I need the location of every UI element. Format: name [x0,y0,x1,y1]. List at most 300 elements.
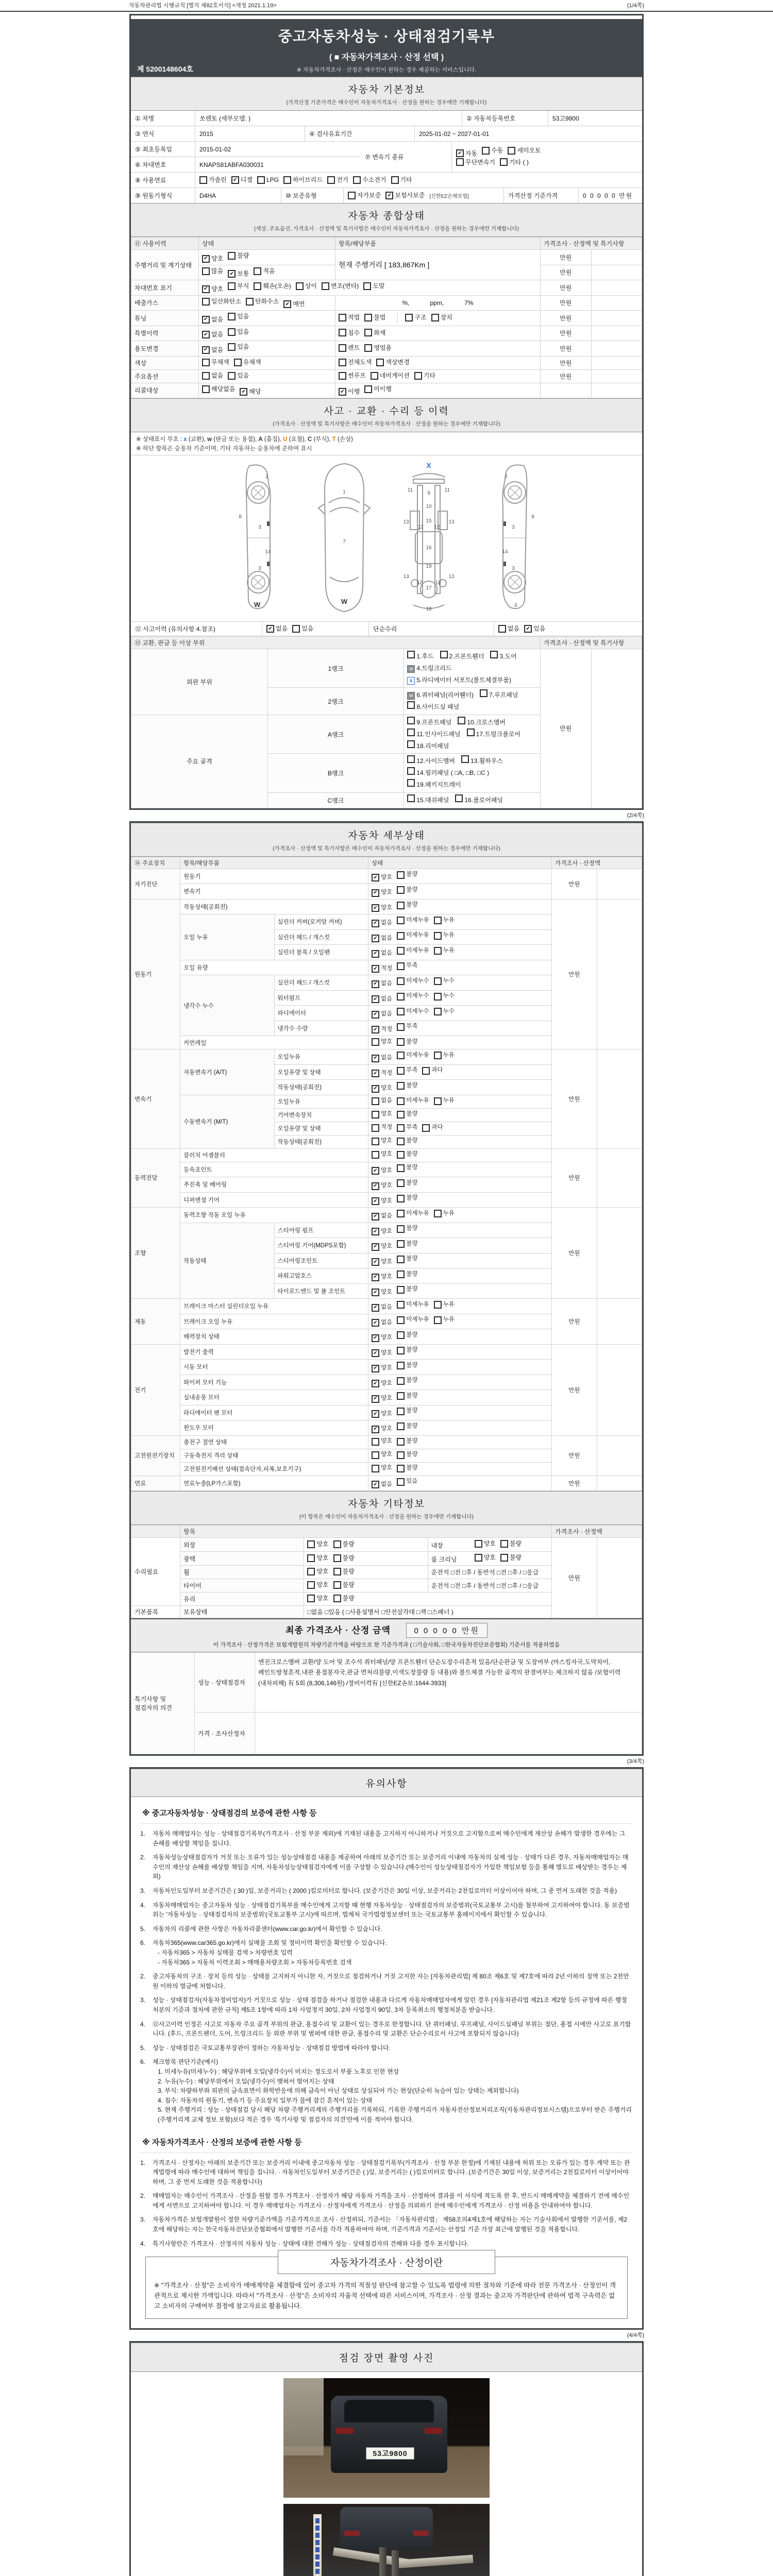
definition-box-text: ※ "가격조사 · 산정"은 소비자가 매매계약을 체결함에 있어 중고차 가격의 적절성 판단에 참고할 수 있도록 법령에 의한 절차와 기준에 따라 전문 가격조사 · 산정인이 객관적으로 제시한 가액입니다. 따라서 "가격조사 · 산정"은 소비자의 자율적 선택에 따른 서비스이며, 가격조사 · 산정 결과는 중고차 가격판단에 관하여 법적 구속력은 없고 소비자의 구매여부 결정에 참고자료로 활용됩니다. [154,2282,616,2310]
field-label: ⑥ 차대번호 [131,157,195,172]
item-label: 연료누출(LP가스포함) [180,1476,368,1491]
checkbox-option[interactable] [339,329,360,336]
checkbox-option[interactable] [246,298,279,306]
checkbox-label: 양호 [381,1349,393,1356]
status-code-legend: ※ 상태표시 부호 : x (교환), w (판금 또는 용접), A (흠집), U (요철), C (부식), T (손상) [136,436,353,443]
diagram-label: 11 [444,487,450,493]
checkbox-option[interactable] [397,1301,429,1309]
opinion-who: 가격 · 조사산정자 [195,1713,255,1754]
notice-subline: 5. 현재 주행거리 : 성능 · 상태점검 당시 해당 차량 주행거리계의 주행거리를 기록하되, 기록한 주행거리가 자동차전산정보처리조직(자동차관리정보시스템)으로부터 받은 주행거리(주행거리계 교체 정보 포함)보다 적은 경우 '특기사항 및 점검자의 의견'란에 이를 적어야 합니다. [158,2106,632,2123]
car-rear-image [331,2396,447,2473]
checkbox-icon [405,314,413,321]
checkbox-option[interactable] [372,1395,392,1403]
checkbox-option[interactable] [364,329,385,336]
checkbox-option[interactable] [434,1052,455,1059]
checkbox-icon: ✔ [372,1319,379,1327]
panel-rank: A랭크 [267,715,404,753]
checkbox-icon[interactable] [490,651,498,658]
checkbox-option[interactable] [397,932,429,940]
checkbox-option[interactable] [266,625,288,633]
diagram-label: 1 [343,489,346,495]
checkbox-label: 불량 [406,1408,418,1414]
checkbox-icon[interactable] [407,651,415,658]
checkbox-option[interactable] [434,947,455,955]
checkbox-icon [397,1097,405,1105]
checkbox-icon[interactable] [407,717,415,724]
checkbox-icon[interactable] [440,651,448,658]
checkbox-option[interactable] [307,1581,328,1589]
checkbox-label: LPG [266,176,279,184]
device-group-label: 조향 [131,1208,180,1299]
checkbox-icon[interactable] [480,689,488,697]
checkbox-option[interactable] [397,902,417,909]
checkbox-icon [397,932,405,940]
checkbox-option[interactable] [397,1052,429,1059]
field-label: ⑨ 원동기형식 [131,188,195,203]
checkbox-option[interactable] [202,316,223,324]
checkbox-label: 불량 [342,1554,355,1562]
status-checks [368,975,552,991]
checkbox-label: 있음 [301,625,314,633]
checkbox-option[interactable] [202,359,229,366]
checkbox-label: 불량 [237,252,249,260]
checkbox-option[interactable] [339,359,372,366]
checkbox-option[interactable] [364,344,392,352]
checkbox-option[interactable] [498,625,519,633]
checkbox-icon [234,359,242,366]
checkbox-option[interactable] [307,1568,328,1575]
checkbox-option[interactable] [372,1026,392,1033]
checkbox-icon: ✔ [372,965,379,973]
checkbox-option[interactable] [371,372,410,380]
checkbox-icon[interactable] [455,794,463,802]
checkbox-option[interactable] [307,1595,328,1602]
checkbox-option[interactable] [199,176,227,184]
checkbox-option[interactable] [339,344,360,352]
checkbox-option[interactable] [434,932,455,940]
checkbox-option[interactable] [339,372,366,380]
checkbox-option[interactable] [372,935,392,942]
checkbox-label: 누유 [443,1210,455,1216]
checkbox-option[interactable] [372,1334,392,1342]
checkbox-option[interactable] [508,147,541,155]
checkbox-icon[interactable] [407,740,415,748]
checkbox-option[interactable] [372,920,392,927]
checkbox-option[interactable] [228,313,249,320]
checkbox-label: 있음 [237,328,249,335]
checkbox-option[interactable] [397,1478,417,1486]
page-marker-1: (1/4쪽) [627,3,644,9]
legend-item: A (흠집) [258,436,280,443]
checkbox-label: 불량 [406,1256,418,1262]
checkbox-icon: ✔ [524,625,532,633]
checkbox-option[interactable] [202,285,223,293]
checkbox-option[interactable] [364,385,392,393]
diagram-label: 3 [258,524,261,530]
checkbox-option[interactable] [397,1097,429,1105]
checkbox-label: 전체도색 [348,358,372,366]
notice-item [140,1853,633,1882]
checkbox-option[interactable] [372,1085,392,1093]
item-label: 타이로드엔드 및 볼 조인트 [274,1283,368,1299]
checkbox-label: 누유 [443,917,455,923]
checkbox-icon: ✔ [240,388,247,396]
notice-number: 5. [140,1925,146,1933]
checkbox-label: 없음 [211,331,224,338]
checkbox-option[interactable] [397,1331,417,1339]
checkbox-option[interactable] [202,267,223,275]
checkbox-option[interactable] [397,1195,417,1202]
checkbox-option[interactable] [397,1392,417,1400]
checkbox-icon[interactable] [407,701,415,709]
simple-repair-label: 단순수리 [369,622,494,636]
checkbox-option[interactable] [397,1082,417,1090]
panel-item: 13.휠하우스 [461,757,503,765]
checkbox-option[interactable] [228,328,249,336]
notice-item [140,2020,633,2039]
price-survey-definition-box [145,2257,628,2319]
remark-cell [597,899,642,1049]
checkbox-option[interactable] [202,298,241,306]
checkbox-option[interactable] [376,359,409,366]
checkbox-option[interactable] [372,1426,392,1433]
checkbox-option[interactable] [434,977,455,985]
checkbox-icon: ✔ [372,1085,379,1093]
checkbox-option[interactable] [405,314,426,321]
item-label: 원동기 [180,869,368,884]
field-label: ⑧ 사용연료 [131,173,195,188]
item-label: 고전원전기배선 상태(접속단자,피복,보호기구) [180,1462,368,1476]
panel-item: 12.사이드멤버 [407,757,455,765]
checkbox-option[interactable] [434,1210,455,1217]
checkbox-option[interactable] [431,314,452,321]
checkbox-label: 불량 [406,1286,418,1293]
checkbox-option[interactable] [397,1210,429,1217]
checkbox-option[interactable] [228,270,249,278]
checkbox-option[interactable] [434,1097,455,1105]
checkbox-option[interactable] [372,1138,392,1145]
checkbox-option[interactable] [422,1124,443,1132]
checkbox-option[interactable] [333,1568,355,1575]
checkbox-option[interactable] [397,1179,417,1187]
checkbox-option[interactable] [397,1256,417,1263]
panel-item: 14.필러패널 ( □A, □B, □C ) [407,769,489,776]
checkbox-label: 있음 [237,313,249,320]
checkbox-option[interactable] [372,1182,392,1190]
checkbox-option[interactable] [372,1289,392,1296]
checkbox-icon: ✔ [372,1481,379,1488]
checkbox-icon [397,1331,405,1339]
checkbox-option[interactable] [397,1362,417,1369]
status-checks [368,1360,552,1375]
notice-item [140,2043,633,2053]
checkbox-option[interactable] [372,1365,392,1372]
checkbox-option[interactable] [202,331,223,338]
checkbox-option[interactable] [372,1274,392,1281]
checkbox-option[interactable] [202,346,223,354]
checkbox-option[interactable] [397,1124,417,1132]
checkbox-option[interactable] [434,1316,455,1324]
price-cell [541,383,592,398]
checkbox-label: 없음 [381,1319,393,1326]
checkbox-option[interactable] [372,1304,392,1312]
checkbox-option[interactable] [397,1151,417,1159]
item-label: 브레이크 마스터 실린더오일 누유 [180,1299,368,1314]
checkbox-label: 양호 [381,1038,393,1045]
checkbox-option[interactable] [372,904,392,912]
status-checks [304,1566,428,1579]
checkbox-option[interactable] [254,282,291,290]
checkbox-option[interactable] [372,1228,392,1235]
checkbox-option[interactable] [307,1554,328,1562]
document-subtitle: ( ■ 자동차가격조사 · 산정 선택 ) [329,53,444,62]
checkbox-icon [371,372,378,380]
checkbox-label: 불량 [406,1451,418,1458]
checkbox-option[interactable] [391,176,412,184]
checkbox-option[interactable] [397,1270,417,1278]
checkbox-option[interactable] [333,1540,355,1548]
checkbox-icon [333,1595,341,1602]
status-checks [368,1253,552,1268]
checkbox-icon: ✔ [372,980,379,988]
final-price-label: 최종 가격조사 · 산정 금액 [285,1625,391,1636]
checkbox-option[interactable] [397,1347,417,1354]
checkbox-option[interactable] [372,995,392,1003]
checkbox-option[interactable] [397,962,417,970]
checkbox-option[interactable] [372,1011,392,1019]
checkbox-icon[interactable] [407,779,415,787]
checkbox-icon[interactable] [461,755,469,763]
checkbox-option[interactable] [202,385,235,393]
checkbox-label: 없음 [381,950,393,957]
field-value: KNAPS81ABFA030031 [199,161,264,168]
checkbox-option[interactable] [414,372,435,380]
checkbox-option[interactable] [240,388,261,396]
checkbox-option[interactable] [372,889,392,897]
checkbox-option[interactable] [397,1225,417,1233]
checkbox-option[interactable] [372,1451,392,1459]
checkbox-option[interactable] [372,1481,392,1488]
panel-item: w 6.쿼터패널(리어휀더) [407,691,474,699]
checkbox-icon [228,343,236,351]
checkbox-icon[interactable] [407,767,415,775]
price-cell: 만원 [541,250,592,265]
checkbox-icon[interactable] [407,755,415,763]
checkbox-icon [339,329,346,336]
checkbox-icon [372,1124,379,1132]
checkbox-option[interactable] [397,1038,417,1046]
checkbox-option[interactable] [283,176,323,184]
checkbox-option[interactable] [234,359,261,366]
checkbox-option[interactable] [397,1164,417,1172]
checkbox-icon[interactable] [407,794,415,802]
checkbox-option[interactable] [372,1319,392,1327]
checkbox-icon: ✔ [372,1167,379,1175]
checkbox-option[interactable] [434,1008,455,1015]
checkbox-option[interactable] [475,1540,496,1548]
checkbox-option[interactable] [372,1213,392,1221]
checkbox-label: 양호 [381,1334,393,1341]
checkbox-option[interactable] [372,1111,392,1118]
checkbox-option[interactable] [372,965,392,973]
car-diagram-top [313,461,375,615]
checkbox-option[interactable] [500,158,529,166]
checkbox-option[interactable] [372,1349,392,1357]
checkbox-option[interactable] [397,1138,417,1145]
checkbox-option[interactable] [333,1595,355,1602]
checkbox-option[interactable] [422,1067,443,1075]
checkbox-icon [333,1568,341,1575]
checkbox-icon: ✔ [231,176,239,184]
checkbox-option[interactable] [397,947,429,955]
checkbox-icon [202,372,210,380]
notice-item [140,2057,633,2124]
document-header-note: ※ 자동차가격조사 · 산정은 매수인이 원하는 경우 제공하는 서비스입니다. [296,67,477,73]
checkbox-label: 누유 [443,947,455,954]
checkbox-icon[interactable] [458,717,465,724]
checkbox-option[interactable] [372,1124,392,1132]
checkbox-label: 구조 [414,314,427,321]
checkbox-option[interactable] [292,625,313,633]
checkbox-option[interactable] [397,1008,429,1015]
checkbox-label: 불량 [406,1392,418,1399]
checkbox-option[interactable] [500,1554,522,1562]
checkbox-option[interactable] [385,192,425,199]
notice-item [140,2215,633,2234]
status-checks [368,1449,552,1462]
checkbox-option[interactable] [397,917,429,924]
checkbox-option[interactable] [372,1465,392,1472]
transmission-options [452,142,642,172]
checkbox-option[interactable] [372,980,392,988]
notice-number: 2. [140,1973,146,1980]
checkbox-option[interactable] [327,176,348,184]
checkbox-option[interactable] [372,1258,392,1266]
checkbox-option[interactable] [333,1581,355,1589]
checkbox-option[interactable] [353,176,386,184]
checkbox-option[interactable] [339,388,360,396]
checkbox-option[interactable] [283,300,305,308]
checkbox-option[interactable] [372,1097,392,1105]
checkbox-option[interactable] [372,1070,392,1077]
checkbox-option[interactable] [372,1197,392,1205]
checkbox-option[interactable] [333,1554,355,1562]
panel-item: w 4.트렁크리드 [407,665,451,672]
checkbox-option[interactable] [372,1055,392,1062]
checkbox-option[interactable] [500,1540,522,1548]
checkbox-option[interactable] [397,886,417,894]
checkbox-option[interactable] [456,149,477,157]
checkbox-option[interactable] [307,1540,328,1548]
diagram-label: W [341,598,348,605]
checkbox-option[interactable] [254,267,275,275]
checkbox-option[interactable] [339,314,360,321]
remark-cell [591,369,642,383]
checkbox-label: 불량 [406,1151,418,1158]
checkbox-option[interactable] [397,993,429,1001]
checkbox-option[interactable] [363,282,384,290]
checkbox-option[interactable] [372,950,392,958]
checkbox-label: 불량 [342,1568,355,1575]
checkbox-option[interactable] [397,1377,417,1385]
checkbox-option[interactable] [482,147,503,155]
notice-text: 체크항목 판단기준(예시) 1. 미세누유(미세누수) : 해당부위에 오일(냉각수)이 비치는 정도로서 부품 노후로 인한 현상 2. 누유(누수) : 해당부위에서 오일(냉각수)이 맺혀서 떨어지는 상태 3. 부식: 차량하부와 외판의 금속표면이 화학반응에 의해 금속이 아닌 상태로 상실되어 가는 현상(단순히 녹슬어 있는 상태는 제외합니다) 4. 침수: 자동차의 원동기, 변속기 등 주요장치 일부가 물에 잠긴 흔적이 있는 상태 5. 현재 주행거리 : 성능 · 상태점검 당시 해당 차량 주행거리계의 주행거리를 기록하되, 기록한 주행거리가 자동차전산정보처리조직(자동차관리정보시스템)으로부터 받은 주행거리(주행거리계 교체 정보 포함)보다 적은 경우 '특기사항 및 점검자의 의견'란에 이를 적어야 합니다. [153,2057,633,2124]
checkbox-option[interactable] [397,1023,417,1031]
notice-number: 4. [140,1901,146,1909]
checkbox-option[interactable] [397,871,417,879]
checkbox-option[interactable] [348,192,381,199]
checkbox-option[interactable] [257,176,279,184]
checkbox-label: 색상변경 [385,358,410,366]
checkbox-option[interactable] [397,1408,417,1415]
checkbox-option[interactable] [322,282,359,290]
checkbox-option[interactable] [372,1438,392,1446]
checkbox-option[interactable] [434,917,455,924]
checkbox-icon [307,1595,315,1602]
notice-number: 1. [140,1830,146,1838]
checkbox-option[interactable] [397,1438,417,1446]
checkbox-icon [372,1438,379,1446]
checkbox-label: 양호 [381,1465,393,1471]
item-label: 외장 [180,1538,304,1552]
checkbox-option[interactable] [228,282,249,290]
checkbox-option[interactable] [397,1240,417,1248]
checkbox-option[interactable] [397,1422,417,1430]
notice-subline: 1. 미세누유(미세누수) : 해당부위에 오일(냉각수)이 비치는 정도로서 부품 노후로 인한 현상 [158,2067,399,2075]
checkbox-option[interactable] [372,874,392,882]
checkbox-option[interactable] [202,372,223,380]
checkbox-option[interactable] [364,314,385,321]
checkbox-option[interactable] [231,176,253,184]
checkbox-option[interactable] [397,1316,429,1324]
checkbox-option[interactable] [372,1167,392,1175]
lift-rail-right [396,2555,474,2568]
checkbox-option[interactable] [397,1111,417,1118]
checkbox-option[interactable] [456,158,495,166]
checkbox-option[interactable] [524,625,545,633]
checkbox-option[interactable] [434,1301,455,1309]
price-cell: 만원 [552,1538,597,1618]
checkbox-option[interactable] [397,1286,417,1294]
checkbox-option[interactable] [372,1151,392,1159]
checkbox-label: 양호 [381,1380,393,1386]
checkbox-icon [397,1124,405,1132]
panel-item: 15.대쉬패널 [407,796,449,804]
checkbox-option[interactable] [228,372,249,380]
checkbox-label: 하이브리드 [292,176,323,184]
checkbox-option[interactable] [397,1451,417,1459]
checkbox-option[interactable] [372,1380,392,1387]
checkbox-option[interactable] [475,1554,496,1562]
checkbox-option[interactable] [372,1243,392,1251]
checkbox-option[interactable] [434,993,455,1001]
checkbox-option[interactable] [202,255,223,263]
checkbox-option[interactable] [296,282,317,290]
notice-number: 1. [140,2159,146,2166]
remark-cell [597,1148,642,1208]
checkbox-option[interactable] [372,1038,392,1046]
checkbox-option[interactable] [228,252,249,260]
checkbox-icon[interactable] [407,728,415,736]
checkbox-option[interactable] [372,1410,392,1418]
checkbox-icon [372,1038,379,1046]
checkbox-option[interactable] [397,1465,417,1472]
checkbox-label: 양호 [211,255,224,262]
checkbox-option[interactable] [397,977,429,985]
checkbox-option[interactable] [228,343,249,351]
checkbox-option[interactable] [397,1067,417,1075]
checkbox-icon[interactable] [467,728,475,736]
